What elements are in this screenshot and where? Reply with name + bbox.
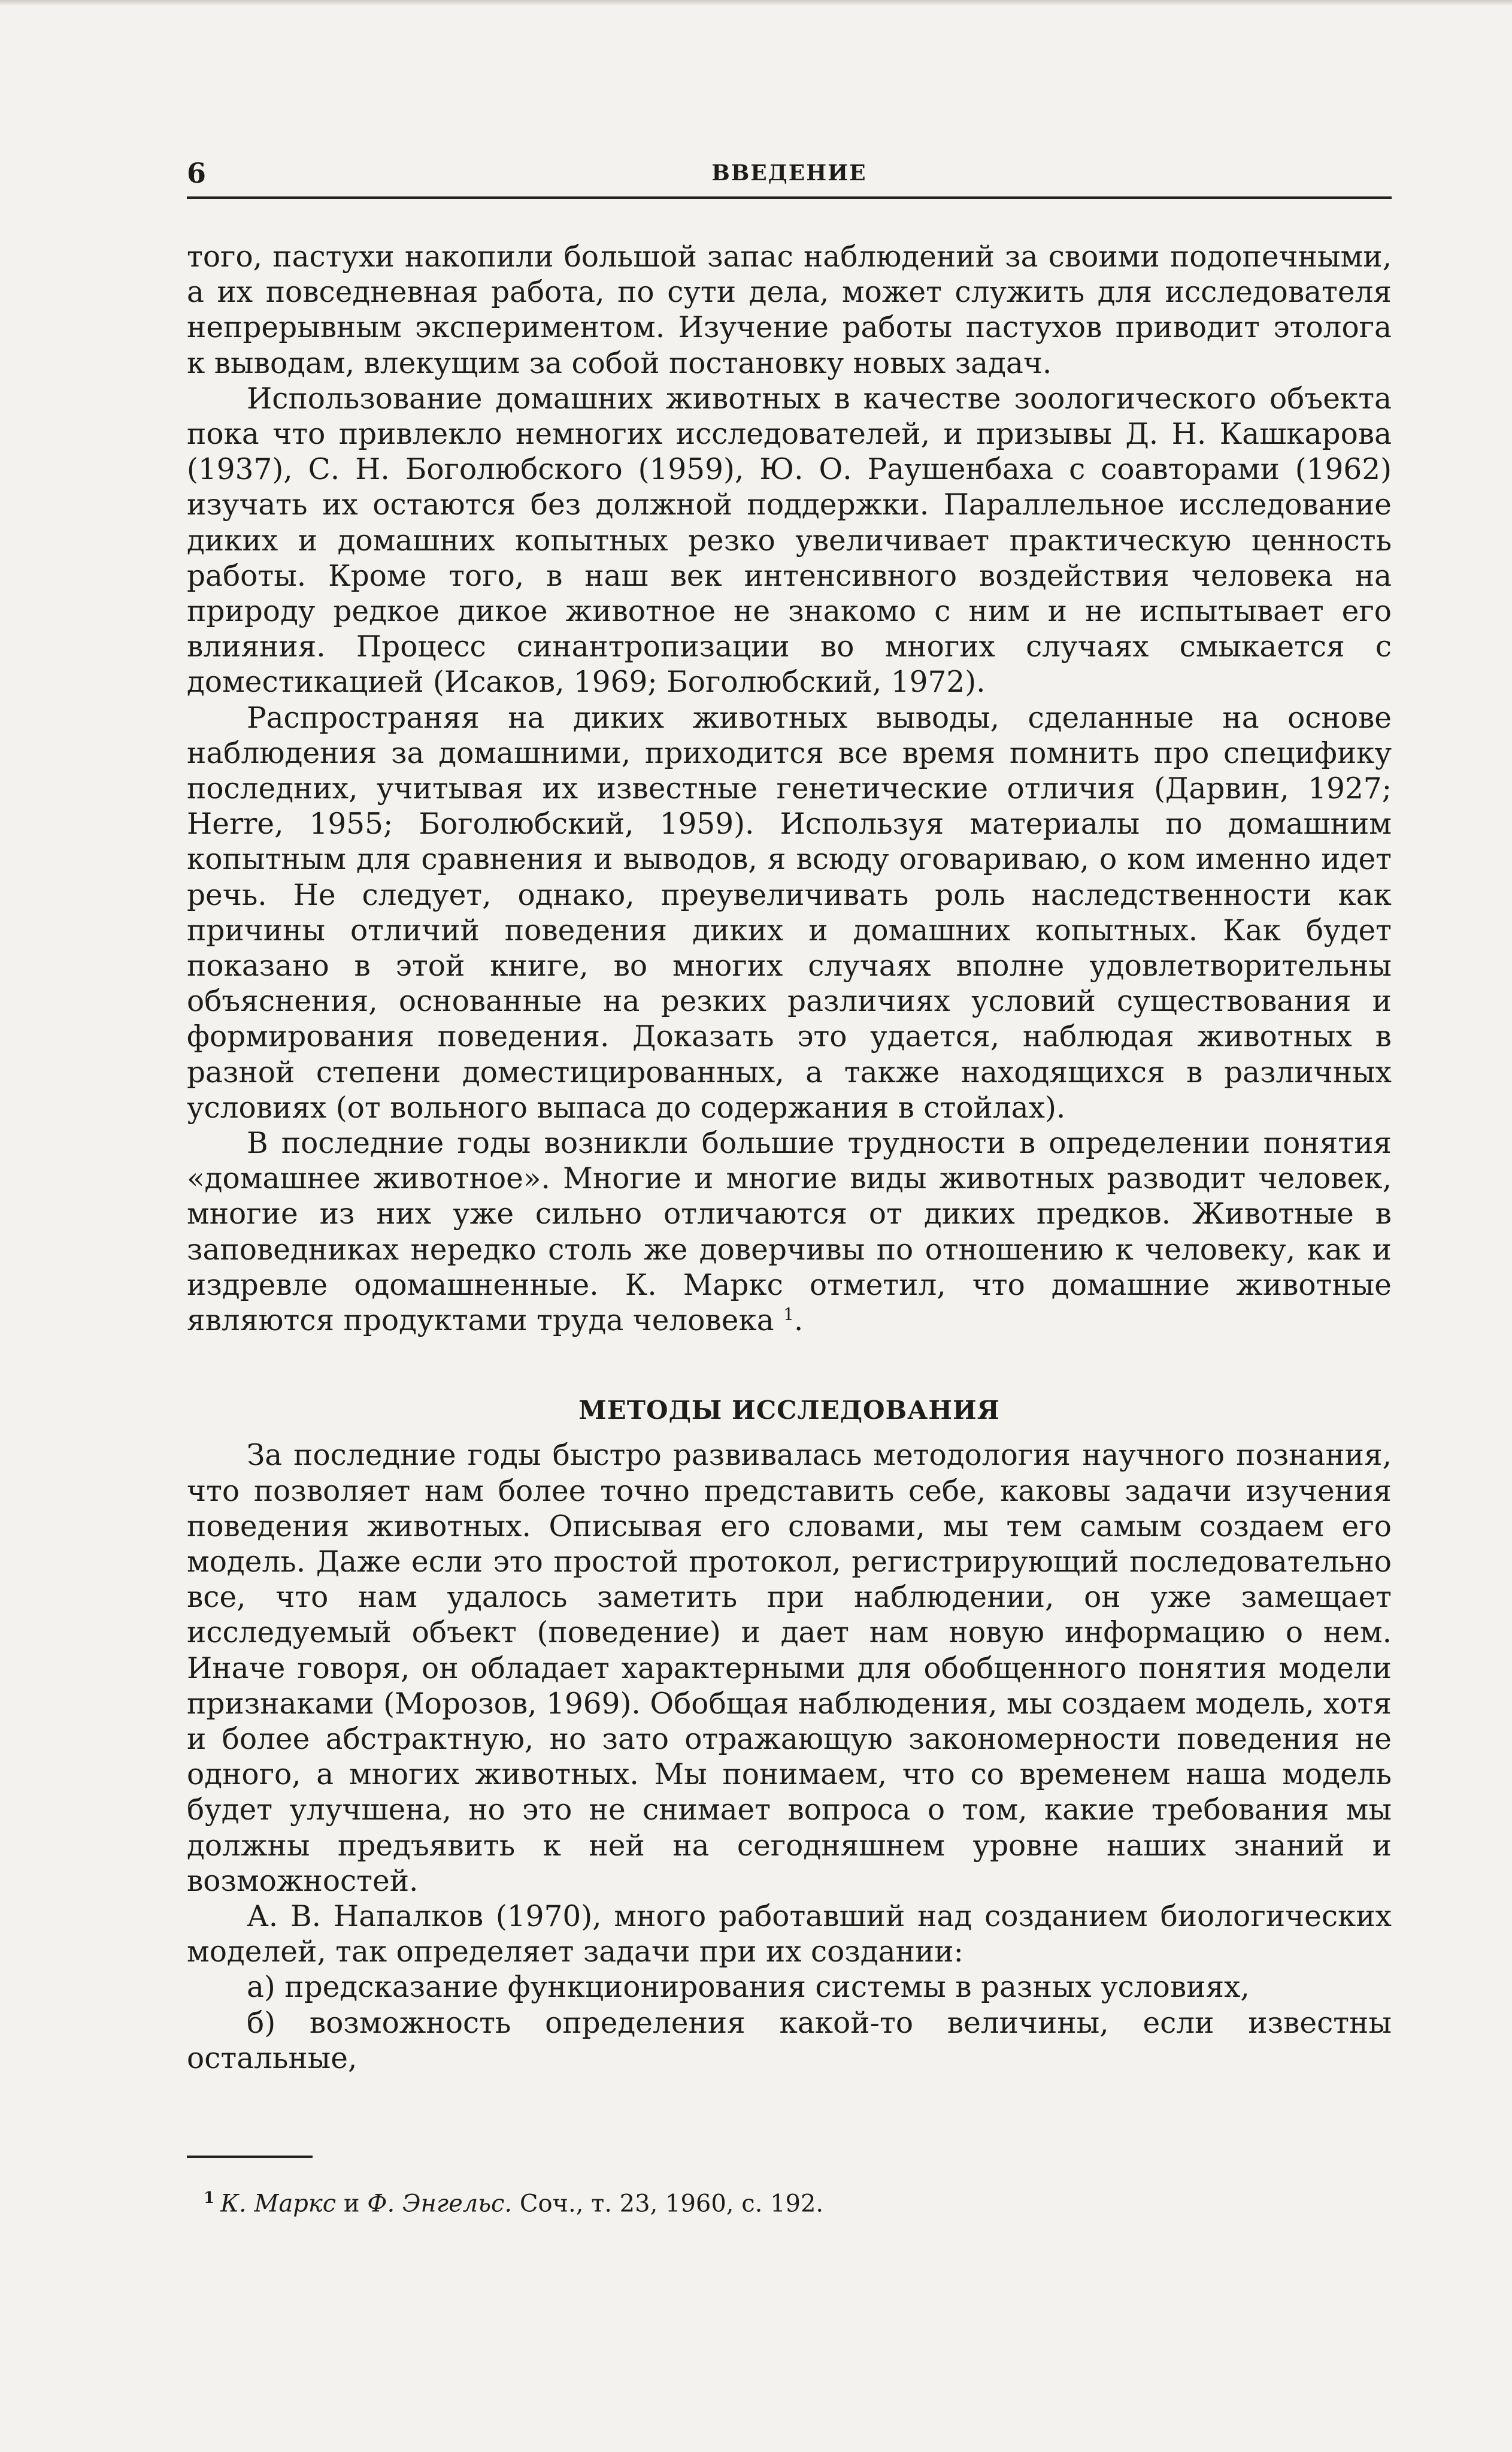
paragraph-5: За последние годы быстро развивалась методология научного познания, что позволяет нам более точно представить себе, каковы задачи изучения поведения животных. Описывая его словами, мы тем самым создаем его модель. Даже если это простой протокол, регистрирующий последовательно все, что нам удалось заметить при наблюдении, он уже замещает исследуемый объект (поведение) и дает нам новую информацию о нем. Иначе говоря, он обладает характерными для обобщенного понятия модели признаками (Морозов, 1969). Обобщая наблюдения, мы создаем модель, хотя и более абстрактную, но зато отражающую закономерности поведения не одного, а многих животных. Мы понимаем, что со временем наша модель будет улучшена, но это не снимает вопроса о том, какие требования мы должны предъявить к ней на сегодняшнем уровне наших знаний и возможностей. bbox=[187, 1439, 1392, 1898]
paragraph-3: Распространяя на диких животных выводы, сделанные на основе наблюдения за домашними, приходится все время помнить про специфику последних, учитывая их известные генетические отличия (Дарвин, 1927; Herre, 1955; Боголюбский, 1959). Используя материалы по домашним копытным для сравнения и выводов, я всюду оговариваю, о ком именно идет речь. Не следует, однако, преувеличивать роль наследственности как причины отличий поведения диких и домашних копытных. Как будет показано в этой книге, во многих случаях вполне удовлетворительны объяснения, основанные на резких различиях условий существования и формирования поведения. Доказать это удается, наблюдая животных в разной степени доместицированных, а также находящихся в различных условиях (от вольного выпаса до содержания в стойлах). bbox=[187, 701, 1392, 1125]
paragraph-2: Использование домашних животных в качестве зоологического объекта пока что привлекло немногих исследователей, и призывы Д. Н. Кашкарова (1937), С. Н. Боголюбского (1959), Ю. О. Раушенбаха с соавторами (1962) изучать их остаются без должной поддержки. Параллельное исследование диких и домашних копытных резко увеличивает практическую ценность работы. Кроме того, в наш век интенсивного воздействия человека на природу редкое дикое животное не знакомо с ним и не испытывает его влияния. Процесс синантропизации во многих случаях смыкается с доместикацией (Исаков, 1969; Боголюбский, 1972). bbox=[187, 382, 1392, 700]
header-rule bbox=[187, 196, 1392, 199]
paragraph-1: того, пастухи накопили большой запас наблюдений за своими подопечными, а их повседневная работа, по сути дела, может служить для исследователя непрерывным экспериментом. Изучение работы пастухов приводит этолога к выводам, влекущим за собой постановку новых задач. bbox=[187, 240, 1392, 380]
scan-edge bbox=[0, 0, 1512, 6]
footnote-mark: 1 bbox=[204, 2189, 215, 2207]
section-spacer bbox=[187, 1339, 1392, 1387]
section-title: МЕТОДЫ ИССЛЕДОВАНИЯ bbox=[578, 1395, 1000, 1425]
footnote-author-2: Ф. Энгельс. bbox=[367, 2190, 513, 2218]
page-number: 6 bbox=[187, 157, 207, 189]
footnote-ref[interactable]: 1 bbox=[783, 1304, 794, 1324]
footnote-author-1: К. Маркс bbox=[220, 2190, 337, 2218]
footnote bbox=[204, 2189, 823, 2217]
main-text bbox=[187, 240, 1392, 2076]
running-title: ВВЕДЕНИЕ bbox=[711, 161, 867, 186]
paragraph-4-text: В последние годы возникли большие трудности в определении понятия «домашнее животное». Многие и многие виды животных разводит человек, многие из них уже сильно отличаются от диких предков. Животные в заповедниках нередко столь же доверчивы по отношению к человеку, как и издревле одомашненные. К. Маркс отметил, что домашние животные являются продуктами труда человека bbox=[187, 1127, 1392, 1338]
footnote-rule bbox=[187, 2156, 313, 2158]
footnote-conj: и bbox=[336, 2190, 368, 2218]
list-item-b: б) возможность определения какой-то величины, если известны остальные, bbox=[187, 2006, 1392, 2075]
footnote-source: Соч., т. 23, 1960, с. 192. bbox=[512, 2190, 824, 2218]
page-header bbox=[187, 157, 1392, 193]
paragraph-6: А. В. Напалков (1970), много работавший над созданием биологических моделей, так определяет задачи при их создании: bbox=[187, 1899, 1392, 1969]
list-item-a: а) предсказание функционирования системы в разных условиях, bbox=[247, 1970, 1250, 2005]
paragraph-4: В последние годы возникли большие трудности в определении понятия «домашнее животное». Многие и многие виды животных разводит человек, многие из них уже сильно отличаются от диких предков. Животные в заповедниках нередко столь же доверчивы по отношению к человеку, как и издревле одомашненные. К. Маркс отметил, что домашние животные являются продуктами труда человека $^1$. bbox=[187, 1127, 1392, 1338]
